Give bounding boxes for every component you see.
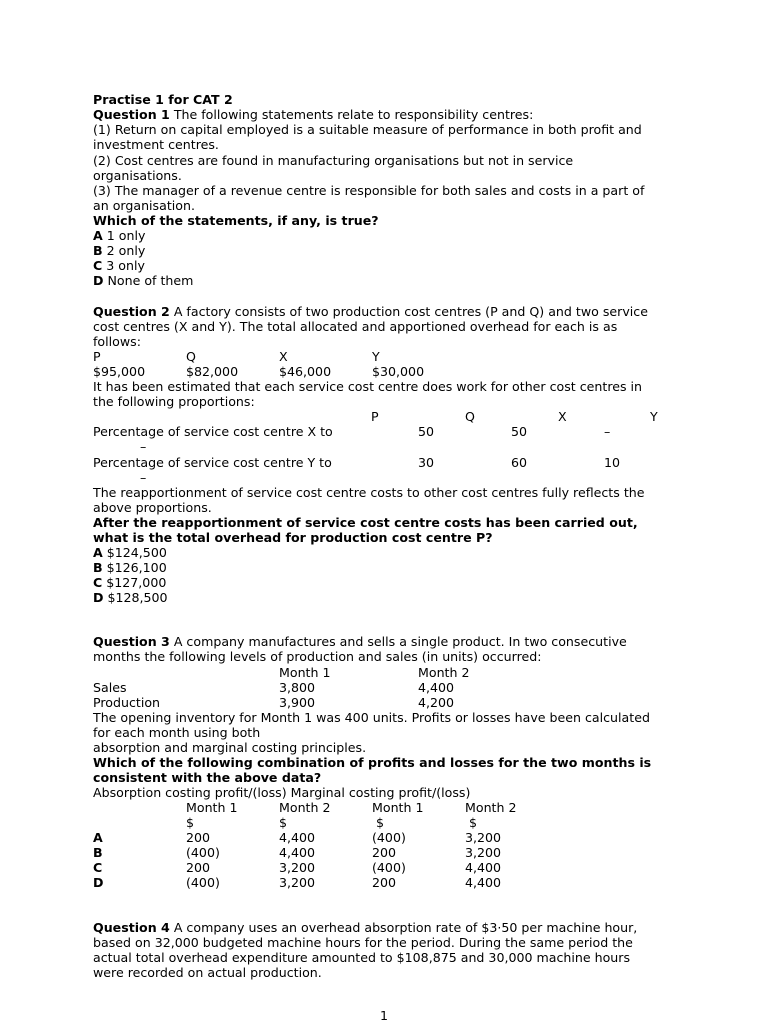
q3-currency-2: $ <box>279 815 288 830</box>
q3-row-a-v3: (400) <box>372 830 406 845</box>
q3-col-1: Month 1 <box>186 800 238 815</box>
q1-statement-1a: (1) Return on capital employed is a suitable measure of performance in both profit and <box>93 122 642 137</box>
q3-row-c-key: C <box>93 860 103 875</box>
q3-table-header: Absorption costing profit/(loss) Marginal costing profit/(loss) <box>93 785 471 800</box>
q2-intro-2: cost centres (X and Y). The total allocated and apportioned overhead for each is as <box>93 319 618 334</box>
q3-intro-line: Question 3 A company manufactures and sells a single product. In two consecutive <box>93 634 627 649</box>
q3-row-d-v2: 3,200 <box>279 875 316 890</box>
q3-prompt-1: Which of the following combination of profits and losses for the two months is <box>93 755 652 770</box>
q3-col-4: Month 2 <box>465 800 517 815</box>
q2-prompt-2: what is the total overhead for production cost centre P? <box>93 530 493 545</box>
q3-row-d-v4: 4,400 <box>465 875 502 890</box>
q2-centre-q: Q <box>186 349 196 364</box>
q3-prompt-2: consistent with the above data? <box>93 770 322 785</box>
q3-currency-3: $ <box>376 815 385 830</box>
q2-intro-3: follows: <box>93 334 141 349</box>
q2-label: Question 2 <box>93 304 170 319</box>
q2-option-b: B $126,100 <box>93 560 167 575</box>
q1-statement-1b: investment centres. <box>93 137 219 152</box>
q4-intro-3: actual total overhead expenditure amounted to $108,875 and 30,000 machine hours <box>93 950 631 965</box>
q2-centre-x: X <box>279 349 288 364</box>
q3-intro-2: months the following levels of production and sales (in units) occurred: <box>93 649 542 664</box>
q4-intro-2: based on 32,000 budgeted machine hours for the period. During the same period the <box>93 935 633 950</box>
q3-col-3: Month 1 <box>372 800 424 815</box>
q3-opening-1: The opening inventory for Month 1 was 400 units. Profits or losses have been calculated <box>93 710 650 725</box>
q3-row-b-v2: 4,400 <box>279 845 316 860</box>
q2-estimate-1: It has been estimated that each service cost centre does work for other cost centres in <box>93 379 643 394</box>
q3-opening-2: for each month using both <box>93 725 261 740</box>
q1-statement-3a: (3) The manager of a revenue centre is responsible for both sales and costs in a part of <box>93 183 645 198</box>
q3-currency-4: $ <box>469 815 478 830</box>
q2-prop-head-x: X <box>558 409 567 424</box>
q1-prompt: Which of the statements, if any, is true? <box>93 213 379 228</box>
q3-row-c-v1: 200 <box>186 860 211 875</box>
q3-production-label: Production <box>93 695 161 710</box>
q2-option-c: C $127,000 <box>93 575 167 590</box>
q2-option-a: A $124,500 <box>93 545 167 560</box>
q3-row-a-key: A <box>93 830 103 845</box>
q1-option-b: B 2 only <box>93 243 146 258</box>
q3-month1-head: Month 1 <box>279 665 331 680</box>
q2-intro-line: Question 2 A factory consists of two production cost centres (P and Q) and two service <box>93 304 648 319</box>
q2-estimate-2: the following proportions: <box>93 394 255 409</box>
q2-option-d: D $128,500 <box>93 590 168 605</box>
document-title: Practise 1 for CAT 2 <box>93 92 233 107</box>
q2-row-x-label: Percentage of service cost centre X to <box>93 424 333 439</box>
q2-reapportion-2: above proportions. <box>93 500 212 515</box>
q3-row-a-v1: 200 <box>186 830 211 845</box>
q3-row-c-v3: (400) <box>372 860 406 875</box>
q3-row-a-v4: 3,200 <box>465 830 502 845</box>
q2-row-y-q: 60 <box>511 455 528 470</box>
q3-sales-label: Sales <box>93 680 127 695</box>
q3-row-b-key: B <box>93 845 103 860</box>
q4-intro-4: were recorded on actual production. <box>93 965 322 980</box>
q2-row-x-q: 50 <box>511 424 528 439</box>
q2-prop-head-q: Q <box>465 409 475 424</box>
q3-row-d-v1: (400) <box>186 875 220 890</box>
q3-row-c-v2: 3,200 <box>279 860 316 875</box>
q2-prop-head-p: P <box>371 409 379 424</box>
q3-currency-1: $ <box>186 815 195 830</box>
q2-row-x-x: – <box>604 424 611 439</box>
q2-prompt-1: After the reapportionment of service cost centre costs has been carried out, <box>93 515 638 530</box>
q2-centre-y: Y <box>372 349 380 364</box>
q3-opening-3: absorption and marginal costing principles. <box>93 740 367 755</box>
q4-intro-line: Question 4 A company uses an overhead absorption rate of $3·50 per machine hour, <box>93 920 638 935</box>
q1-statement-2b: organisations. <box>93 168 182 183</box>
q2-row-y-y: – <box>140 470 147 485</box>
q2-prop-head-y: Y <box>650 409 658 424</box>
q2-overhead-p: $95,000 <box>93 364 146 379</box>
q1-statement-2a: (2) Cost centres are found in manufacturing organisations but not in service <box>93 153 574 168</box>
q2-reapportion-1: The reapportionment of service cost centre costs to other cost centres fully reflects the <box>93 485 645 500</box>
q3-row-b-v1: (400) <box>186 845 220 860</box>
q3-production-m1: 3,900 <box>279 695 316 710</box>
q1-option-d: D None of them <box>93 273 194 288</box>
q1-intro-line <box>93 107 533 122</box>
q2-overhead-q: $82,000 <box>186 364 239 379</box>
q3-row-d-v3: 200 <box>372 875 397 890</box>
q3-col-2: Month 2 <box>279 800 331 815</box>
q2-row-x-p: 50 <box>418 424 435 439</box>
q3-production-m2: 4,200 <box>418 695 455 710</box>
page-number: 1 <box>379 1008 388 1023</box>
q3-label: Question 3 <box>93 634 170 649</box>
q3-row-d-key: D <box>93 875 104 890</box>
q3-row-a-v2: 4,400 <box>279 830 316 845</box>
q2-row-y-x: 10 <box>604 455 621 470</box>
q3-row-b-v4: 3,200 <box>465 845 502 860</box>
q1-option-a: A 1 only <box>93 228 146 243</box>
q2-row-y-p: 30 <box>418 455 435 470</box>
q4-label: Question 4 <box>93 920 170 935</box>
q3-month2-head: Month 2 <box>418 665 470 680</box>
q1-option-c: C 3 only <box>93 258 145 273</box>
q1-label: Question 1 <box>93 107 170 122</box>
q3-sales-m2: 4,400 <box>418 680 455 695</box>
q2-overhead-x: $46,000 <box>279 364 332 379</box>
q2-row-y-label: Percentage of service cost centre Y to <box>93 455 332 470</box>
q2-centre-p: P <box>93 349 101 364</box>
q3-row-c-v4: 4,400 <box>465 860 502 875</box>
q3-sales-m1: 3,800 <box>279 680 316 695</box>
q1-statement-3b: an organisation. <box>93 198 195 213</box>
q3-row-b-v3: 200 <box>372 845 397 860</box>
q1-intro: The following statements relate to responsibility centres: <box>169 107 534 122</box>
q2-row-x-y: – <box>140 439 147 454</box>
q2-overhead-y: $30,000 <box>372 364 425 379</box>
